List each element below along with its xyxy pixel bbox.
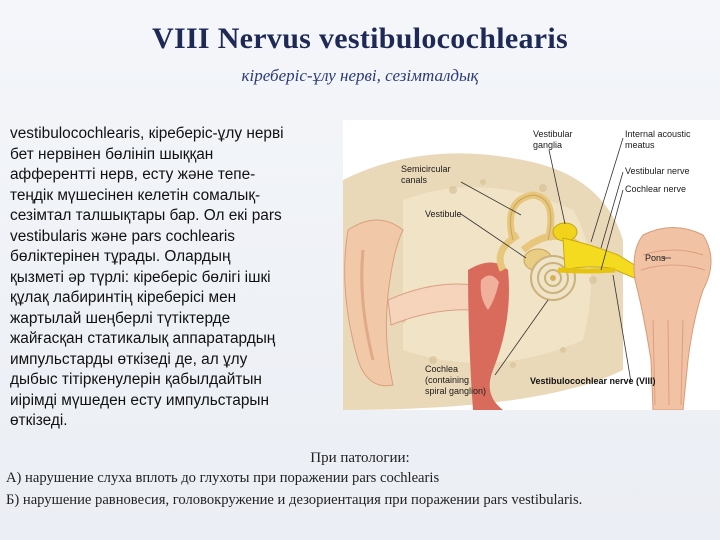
pathology-heading: При патологии: — [310, 450, 410, 466]
label-cochlea-2: (containing — [425, 375, 470, 385]
slide-title: VIII Nervus vestibulocochlearis — [152, 22, 568, 55]
ear-anatomy-figure — [343, 120, 720, 410]
label-cochlea-3: spiral ganglion) — [425, 386, 487, 396]
label-vestibular-ganglia-2: ganglia — [533, 140, 563, 150]
label-vestibule: Vestibule — [425, 209, 462, 219]
ear-anatomy-illustration — [343, 120, 720, 410]
label-pons: Pons — [645, 253, 666, 263]
label-semicircular-canals-1: Semicircular — [401, 164, 451, 174]
label-vestibular-nerve: Vestibular nerve — [625, 166, 690, 176]
label-cochlear-nerve: Cochlear nerve — [625, 184, 687, 194]
body-paragraph: vestibulocochlearis, кіреберіс-ұлу нерві бет нервінен бөлініп шыққан афферентті нерв, есту және тепе- теңдік мүшесінен келетін сомалық- сезімтал талшықтары бар. Ол екі pars vestibularis және pars cochlearis бөліктерінен тұрады. Олардың қызметі әр түрлі: кіреберіс бөлігі ішкі құлақ лабиринтің кіреберісі мен жартылай шеңберлі түтіктерде жайғасқан статикалық аппаратардың импульстарды өткізеді де, ал ұлу дыбыс тітіркенулерін қабылдайтын иірімді мүшеден есту импульстарын өткізеді. — [10, 125, 284, 429]
label-vestibular-ganglia-1: Vestibular — [533, 129, 573, 139]
label-vestibulocochlear-nerve: Vestibulocochlear nerve (VIII) — [530, 376, 656, 386]
label-cochlea-1: Cochlea — [425, 364, 459, 374]
pathology-item-b: Б) нарушение равновесия, головокружение и дезориентация при поражении pars vestibularis. — [6, 492, 583, 508]
label-internal-acoustic-meatus-1: Internal acoustic — [625, 129, 691, 139]
pathology-item-a: А) нарушение слуха вплоть до глухоты при поражении pars cochlearis — [6, 470, 440, 486]
label-semicircular-canals-2: canals — [401, 175, 428, 185]
slide-subtitle: кіреберіс-ұлу нерві, сезімталдық — [241, 66, 479, 85]
label-internal-acoustic-meatus-2: meatus — [625, 140, 655, 150]
